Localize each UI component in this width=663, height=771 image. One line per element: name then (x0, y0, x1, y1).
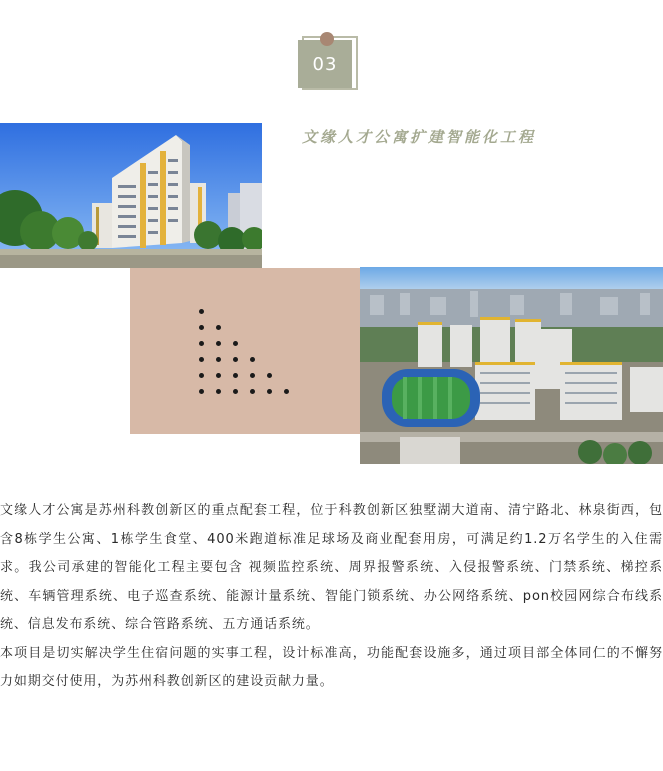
section-number: 03 (298, 40, 352, 88)
dot-icon (250, 373, 255, 378)
decorative-block (130, 268, 360, 434)
project-description (0, 497, 663, 697)
dot-icon (233, 373, 238, 378)
dot-icon (216, 357, 221, 362)
dot-icon (233, 357, 238, 362)
dot-icon (199, 373, 204, 378)
dot-icon (216, 341, 221, 346)
dot-icon (267, 373, 272, 378)
paragraph-intro: 文缘人才公寓是苏州科教创新区的重点配套工程，位于科教创新区独墅湖大道南、清宁路北、林泉街西，包含8栋学生公寓、1栋学生食堂、400米跑道标准足球场及商业配套用房，可满足约1.2万名学生的入住需求。我公司承建的智能化工程主要包含 视频监控系统、周界报警系统、入侵报警系统、门禁系统、梯控系统、车辆管理系统、电子巡查系统、能源计量系统、智能门锁系统、办公网络系统、pon校园网综合布线系统、信息发布系统、综合管路系统、五方通话系统。 (0, 503, 663, 632)
dot-icon (250, 357, 255, 362)
section-title: 文缘人才公寓扩建智能化工程 (302, 128, 537, 146)
dot-icon (216, 389, 221, 394)
dot-icon (199, 389, 204, 394)
aerial-campus-photo (360, 267, 663, 464)
dot-icon (199, 341, 204, 346)
dot-icon (199, 325, 204, 330)
dot-icon (233, 341, 238, 346)
dot-icon (199, 309, 204, 314)
section-badge (298, 32, 358, 90)
building-photo (0, 123, 262, 268)
dot-icon (216, 373, 221, 378)
dot-icon (233, 389, 238, 394)
dot-icon (267, 389, 272, 394)
paragraph-summary: 本项目是切实解决学生住宿问题的实事工程，设计标准高，功能配套设施多，通过项目部全体同仁的不懈努力如期交付使用，为苏州科教创新区的建设贡献力量。 (0, 645, 663, 689)
badge-dot-icon (320, 32, 334, 46)
dot-icon (284, 389, 289, 394)
dot-icon (199, 357, 204, 362)
dot-icon (216, 325, 221, 330)
dot-icon (250, 389, 255, 394)
